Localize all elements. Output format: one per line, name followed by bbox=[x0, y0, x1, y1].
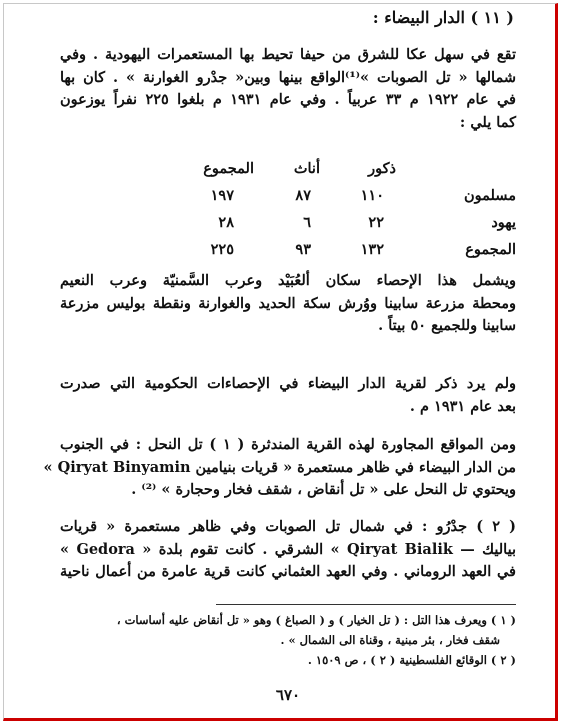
table-cell: ٨٧ bbox=[295, 187, 311, 204]
table-cell: ٢٢٥ bbox=[210, 241, 234, 258]
text-line: ومحطة مزرعة سابينا ووُرش سكة الحديد والغوارنة ونقطة بوليس مزرعة bbox=[60, 294, 516, 312]
text-line: سابينا وللجميع ٥٠ بيتاً . bbox=[378, 317, 516, 334]
footnote-line: ( ٢ ) الوقائع الفلسطينية ( ٢ ) ، ص ١٥٠٩ . bbox=[307, 653, 516, 667]
text-line: شمالها « تل الصوبات »⁽¹⁾الواقع بينها وبين« جدْرو الغوارنة » . كان بها bbox=[60, 68, 516, 86]
document-page bbox=[43, 8, 516, 704]
column-header-total: المجموع bbox=[203, 160, 254, 177]
table-cell: ٦ bbox=[303, 214, 311, 231]
paragraph-intro bbox=[60, 44, 516, 134]
paragraph-census-scope bbox=[60, 270, 516, 338]
paragraph-nearby-sites bbox=[43, 434, 516, 502]
text-line: بياليك — Qiryat Bialik » الشرقي . كانت تقوم بلدة « Gedora » bbox=[60, 540, 516, 558]
table-row bbox=[60, 214, 516, 241]
table-cell: ١٩٧ bbox=[210, 187, 234, 204]
text-line: ويشمل هذا الإحصاء سكان ألعُبَيْد وعرب السَّمنيّة وعرب النعيم bbox=[60, 272, 516, 289]
table-cell: ١٣٢ bbox=[360, 241, 384, 258]
text-line: ويحتوي تل النحل على « تل أنقاض ، شقف فخار وحجارة » ⁽²⁾ . bbox=[131, 481, 516, 498]
text-line: ( ٢ ) جدْرُو : في شمال تل الصوبات وفي ظاهر مستعمرة « قريات bbox=[60, 518, 516, 535]
row-label: يهود bbox=[491, 214, 516, 231]
row-label: مسلمون bbox=[463, 187, 516, 204]
text-line: كما يلي : bbox=[459, 113, 516, 131]
text-line: بعد عام ١٩٣١ م . bbox=[409, 397, 516, 415]
page-number: ٦٧٠ bbox=[275, 686, 301, 704]
table-cell: ٢٨ bbox=[218, 214, 234, 231]
text-line: في العهد الروماني . وفي العهد العثماني كانت قرية عامرة من أعمال ناحية bbox=[60, 563, 516, 580]
table-row bbox=[60, 187, 516, 214]
table-header-row bbox=[60, 160, 516, 187]
footnote-line: ( ١ ) ويعرف هذا التل : ( تل الخيار ) و ( الصباغ ) وهو « تل أنقاض عليه أساسات ، bbox=[116, 613, 516, 627]
text-line: ولم يرد ذكر لقرية الدار البيضاء في الإحصاءات الحكومية التي صدرت bbox=[60, 375, 516, 392]
footnote-divider bbox=[216, 604, 516, 605]
text-line: من الدار البيضاء في ظاهر مستعمرة « قريات بنيامين Qiryat Binyamin » bbox=[43, 458, 516, 476]
column-header-females: أناث bbox=[293, 160, 320, 177]
text-line: في عام ١٩٢٢ م ٣٣ عربياً . وفي عام ١٩٣١ م بلغوا ٢٢٥ نفراً يوزعون bbox=[60, 91, 516, 108]
table-cell: ١١٠ bbox=[360, 187, 384, 204]
paragraph-gedora bbox=[60, 516, 516, 584]
table-cell: ٩٣ bbox=[295, 241, 311, 258]
column-header-males: ذكور bbox=[368, 160, 396, 177]
row-label: المجموع bbox=[465, 241, 516, 258]
population-table bbox=[60, 160, 516, 268]
text-line: ومن المواقع المجاورة لهذه القرية المندثرة ( ١ ) تل النحل : في الجنوب bbox=[60, 436, 516, 453]
paragraph-statistics-note bbox=[60, 373, 516, 418]
table-cell: ٢٢ bbox=[368, 214, 384, 231]
text-line: تقع في سهل عكا للشرق من حيفا تحيط بها المستعمرات اليهودية . وفي bbox=[60, 46, 516, 63]
section-heading: ( ١١ ) الدار البيضاء : bbox=[372, 8, 514, 27]
footnote-line: شقف فخار ، بئر مبنية ، وقناة الى الشمال » . bbox=[280, 633, 500, 647]
table-row bbox=[60, 241, 516, 268]
